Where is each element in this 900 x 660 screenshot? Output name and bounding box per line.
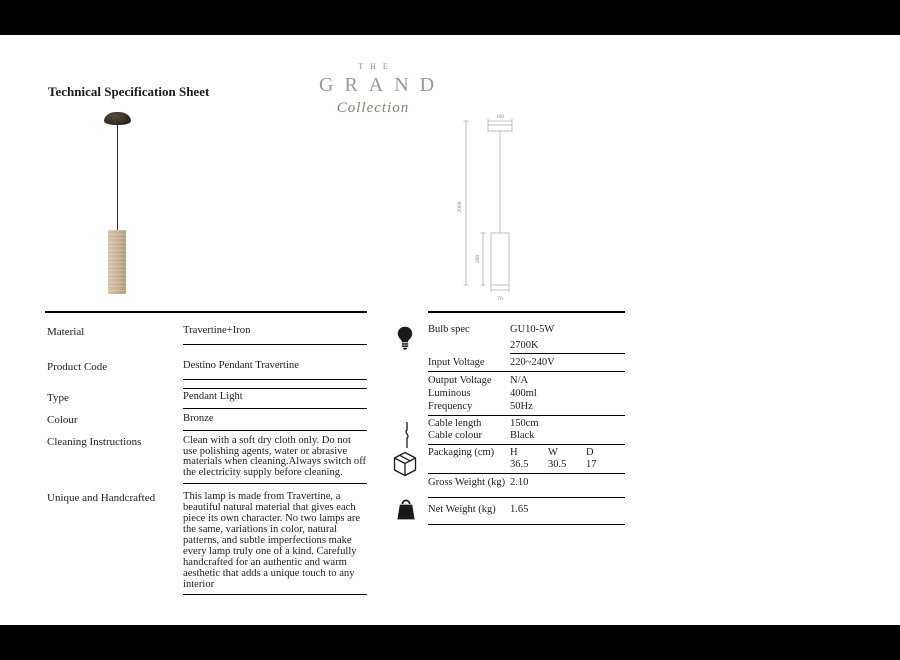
dim-width-label: 100 — [495, 114, 505, 120]
spec-value-handcrafted: This lamp is made from Travertine, a beautiful natural material that gives each piece its own character. No two lamps are the same, variations in color, natural patterns, and subtle imperfections make every lamp truly one of a kind. Carefully handcrafted for an authentic and warm aesthetic that adds a unique touch to any interior — [183, 492, 367, 595]
spec-value-output-voltage: N/A — [510, 375, 529, 386]
packaging-header-cells — [510, 447, 625, 458]
spec-row-luminous — [428, 388, 625, 399]
brand-word-grand: GRAND — [319, 74, 446, 96]
spec-value-bulb-temp: 2700K — [510, 340, 625, 354]
dim-body-label: 266 — [475, 254, 481, 264]
spec-value-cleaning: Clean with a soft dry cloth only. Do not use polishing agents, water or abrasive materials when cleaning.Always switch off the electricity supply before cleaning. — [183, 436, 367, 485]
spec-value-product-code: Destino Pendant Travertine — [183, 361, 367, 380]
packaging-value-d: 17 — [586, 459, 597, 470]
packaging-col-d: D — [586, 447, 594, 458]
spec-row-bulb — [428, 324, 625, 335]
spec-label-output-voltage: Output Voltage — [428, 375, 492, 386]
spec-row-net-weight — [428, 504, 625, 525]
spec-row-bulb-temp — [428, 340, 625, 354]
spec-value-gross-weight: 2.10 — [510, 477, 529, 488]
spec-row-input-voltage — [428, 357, 625, 372]
dim-drop-label: 2000 — [457, 201, 463, 213]
spec-label-frequency: Frequency — [428, 401, 473, 412]
spec-row-colour — [45, 414, 367, 431]
spec-label-gross-weight: Gross Weight (kg) — [428, 477, 506, 488]
packaging-col-w: W — [548, 447, 558, 458]
spec-label-cable-colour: Cable colour — [428, 430, 482, 441]
cable-icon — [401, 422, 413, 448]
spec-label-product-code: Product Code — [47, 360, 108, 373]
spec-row-product-code — [45, 361, 367, 380]
bottom-frame-bar — [0, 625, 900, 660]
spec-label-colour: Colour — [47, 413, 78, 426]
drawing-dimension-lines — [464, 119, 513, 293]
spec-row-gross-weight — [428, 477, 625, 498]
packaging-col-h: H — [510, 447, 518, 458]
table-divider-line — [183, 380, 367, 389]
spec-value-material: Travertine+Iron — [183, 326, 367, 345]
spec-row-cleaning — [45, 436, 367, 485]
bulb-icon — [396, 326, 414, 350]
spec-table-left — [45, 311, 367, 595]
spec-label-bulb: Bulb spec — [428, 324, 470, 335]
page-title: Technical Specification Sheet — [48, 84, 210, 99]
spec-label-luminous: Luminous — [428, 388, 471, 399]
spec-row-frequency — [428, 401, 625, 416]
spec-label-net-weight: Net Weight (kg) — [428, 504, 496, 515]
product-photo — [95, 111, 140, 296]
packaging-value-w: 30.5 — [548, 459, 567, 470]
spec-label-type: Type — [47, 391, 69, 404]
spec-label-handcrafted: Unique and Handcrafted — [47, 492, 156, 505]
packaging-value-h: 36.5 — [510, 459, 529, 470]
spec-row-cable-colour — [428, 430, 625, 445]
technical-drawing — [450, 112, 530, 307]
spec-table-right — [428, 311, 625, 525]
spec-label-cable-length: Cable length — [428, 418, 482, 429]
spec-value-frequency: 50Hz — [510, 401, 533, 412]
spec-label-cleaning: Cleaning Instructions — [47, 435, 142, 448]
brand-word-collection: Collection — [336, 100, 410, 116]
spec-value-cable-length: 150cm — [510, 418, 539, 429]
weight-icon — [396, 497, 416, 521]
spec-value-type: Pendant Light — [183, 392, 367, 409]
spec-value-bulb: GU10-5W — [510, 324, 555, 335]
spec-value-net-weight: 1.65 — [510, 504, 529, 515]
spec-row-handcrafted — [45, 492, 367, 595]
top-frame-bar — [0, 0, 900, 35]
spec-row-packaging-values — [428, 459, 625, 474]
brand-logo — [308, 62, 446, 117]
dim-diameter-label: 70 — [497, 296, 503, 302]
spec-row-cable-length — [428, 418, 625, 429]
spec-value-luminous: 400ml — [510, 388, 537, 399]
spec-value-input-voltage: 220~240V — [510, 357, 555, 368]
spec-value-colour: Bronze — [183, 414, 367, 431]
spec-value-cable-colour: Black — [510, 430, 535, 441]
packaging-value-cells — [510, 459, 625, 470]
spec-label-packaging: Packaging (cm) — [428, 447, 495, 458]
spec-row-packaging-header — [428, 447, 625, 458]
spec-label-input-voltage: Input Voltage — [428, 357, 485, 368]
spec-row-type — [45, 392, 367, 409]
lamp-shade — [108, 230, 126, 294]
spec-label-material: Material — [47, 326, 85, 338]
spec-row-material — [45, 326, 367, 345]
brand-word-the: THE — [358, 62, 395, 71]
spec-row-output-voltage — [428, 375, 625, 386]
package-icon — [393, 451, 417, 477]
lamp-cable — [117, 124, 118, 230]
